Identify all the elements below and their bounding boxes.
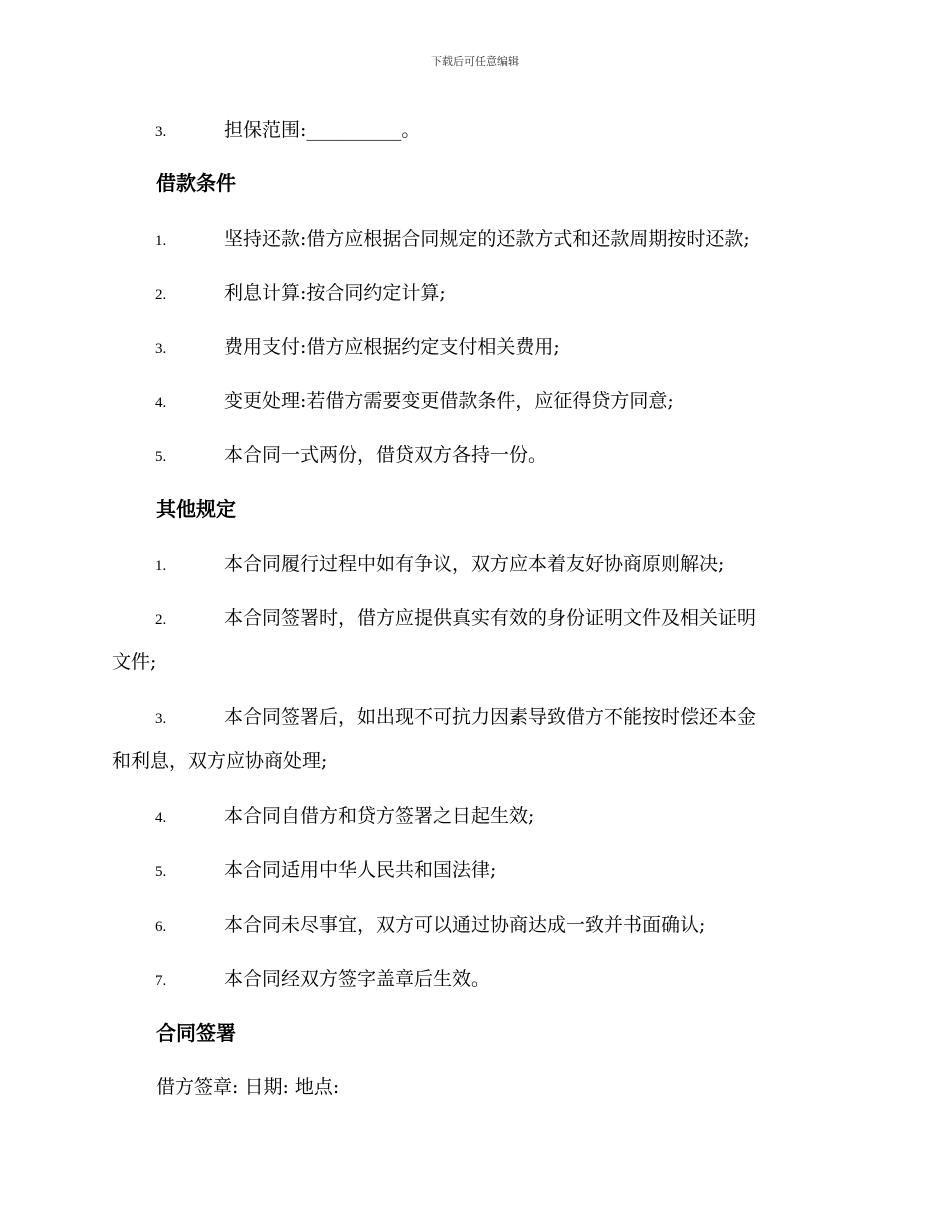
item-text: 利息计算:按合同约定计算;	[224, 282, 446, 304]
item-text-continued: 和利息，双方应协商处理;	[112, 750, 328, 772]
item-number: 4.	[155, 810, 167, 826]
item-number: 3.	[155, 341, 167, 357]
item-number: 1.	[155, 233, 167, 249]
section-heading: 合同签署	[156, 1021, 236, 1045]
item-text: 本合同签署后，如出现不可抗力因素导致借方不能按时偿还本金	[224, 706, 757, 728]
item-number: 2.	[155, 287, 167, 303]
item-number: 2.	[155, 612, 167, 628]
item-number: 3.	[155, 124, 167, 140]
item-text: 费用支付:借方应根据约定支付相关费用;	[224, 336, 560, 358]
item-number: 6.	[155, 919, 167, 935]
item-text: 本合同自借方和贷方签署之日起生效;	[224, 805, 535, 827]
item-text-continued: 文件;	[112, 651, 157, 673]
section-heading: 借款条件	[156, 171, 236, 195]
item-number: 3.	[155, 711, 167, 727]
item-number: 7.	[155, 973, 167, 989]
item-text: 本合同未尽事宜，双方可以通过协商达成一致并书面确认;	[224, 914, 706, 936]
item-text: 本合同一式两份，借贷双方各持一份。	[224, 444, 548, 466]
item-text: 本合同签署时，借方应提供真实有效的身份证明文件及相关证明	[224, 607, 757, 629]
item-text: 本合同适用中华人民共和国法律;	[224, 859, 497, 881]
item-text: 担保范围:__________。	[224, 119, 421, 141]
item-text: 坚持还款:借方应根据合同规定的还款方式和还款周期按时还款;	[224, 228, 750, 250]
item-text: 变更处理:若借方需要变更借款条件，应征得贷方同意;	[224, 390, 674, 412]
signature-line: 借方签章: 日期: 地点:	[156, 1076, 340, 1098]
item-number: 5.	[155, 449, 167, 465]
item-number: 4.	[155, 395, 167, 411]
item-number: 5.	[155, 864, 167, 880]
item-text: 本合同经双方签字盖章后生效。	[224, 968, 491, 990]
item-number: 1.	[155, 558, 167, 574]
item-text: 本合同履行过程中如有争议，双方应本着友好协商原则解决;	[224, 553, 725, 575]
page-header: 下载后可任意编辑	[431, 55, 519, 68]
section-heading: 其他规定	[156, 497, 236, 521]
